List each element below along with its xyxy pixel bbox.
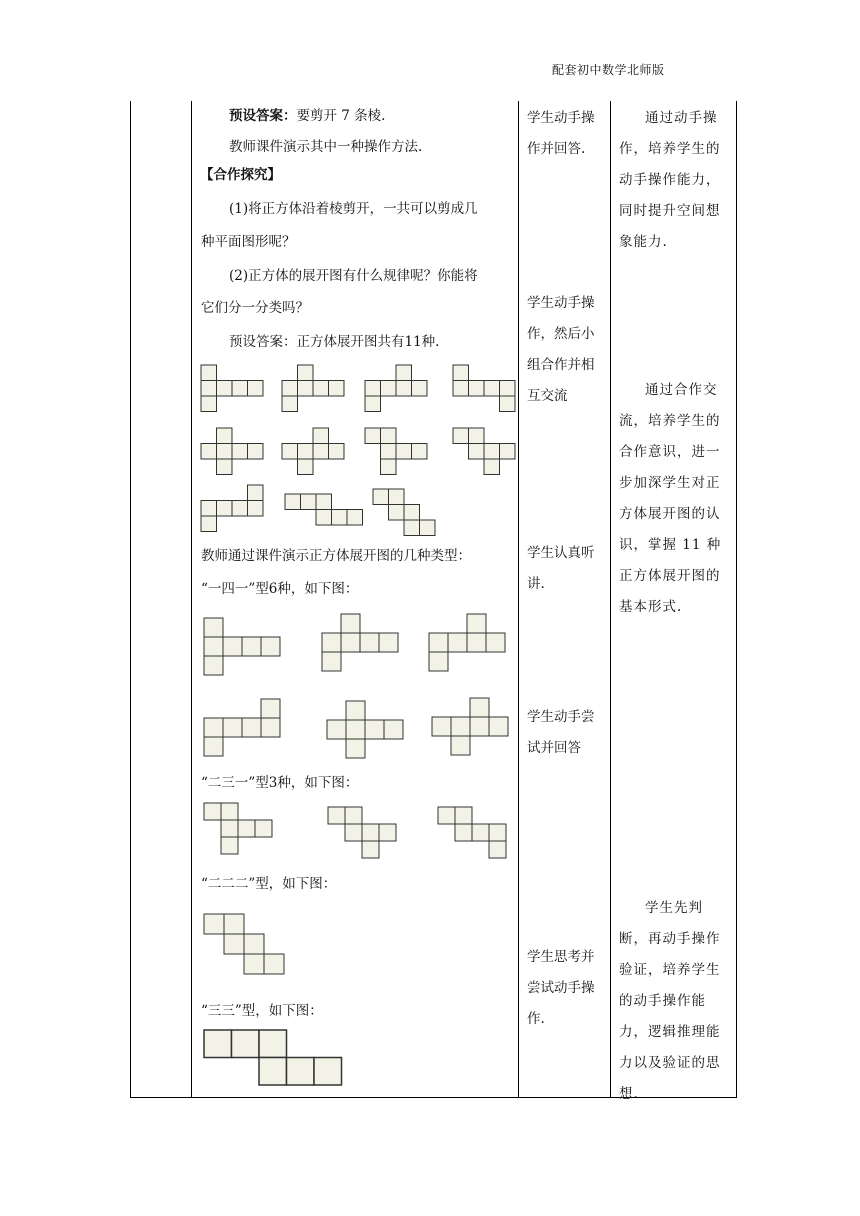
preset-answer-label: 预设答案： xyxy=(229,108,297,124)
net-square xyxy=(389,489,405,505)
net-square xyxy=(365,396,381,412)
cube-net-figure xyxy=(284,493,364,526)
design-intent-3-line: 学生先判 xyxy=(645,900,703,916)
question-2-line-2: 它们分一分类吗？ xyxy=(201,300,309,316)
net-square xyxy=(373,489,389,505)
student-activity-4 xyxy=(527,702,609,764)
cube-net-figure xyxy=(281,427,345,476)
net-square xyxy=(201,501,217,517)
net-square xyxy=(489,824,506,841)
net-square xyxy=(217,428,233,444)
net-square xyxy=(384,720,403,739)
coop-explore-heading: 【合作探究】 xyxy=(200,167,281,183)
net-square xyxy=(201,516,217,532)
net-square xyxy=(316,494,332,510)
design-intent-3-line: 力，逻辑推理能 xyxy=(619,1024,721,1040)
net-square xyxy=(500,396,516,412)
question-1-line-1: (1)将正方体沿着棱剪开，一共可以剪成几 xyxy=(229,201,478,217)
net-square xyxy=(396,365,412,381)
net-square xyxy=(451,736,470,755)
net-square xyxy=(285,494,301,510)
net-square xyxy=(322,633,341,652)
student-activity-1-line: 学生动手操 xyxy=(527,110,595,126)
net-square xyxy=(381,428,397,444)
question-2-line-1: (2)正方体的展开图有什么规律呢？你能将 xyxy=(229,268,478,284)
cube-net-figure xyxy=(281,364,345,413)
design-intent-2-line: 步加深学生对正 xyxy=(619,475,721,491)
type-141-label: “一四一”型6种，如下图： xyxy=(201,581,359,597)
net-square xyxy=(365,720,384,739)
net-square xyxy=(261,637,280,656)
net-square xyxy=(429,652,448,671)
net-square xyxy=(314,1058,342,1086)
net-square xyxy=(484,381,500,397)
net-square xyxy=(420,520,436,536)
cube-net-figure xyxy=(200,427,264,476)
net-square xyxy=(404,520,420,536)
net-square xyxy=(298,365,314,381)
cube-net-figure xyxy=(203,1029,343,1086)
cube-net-figure xyxy=(431,697,509,756)
net-square xyxy=(489,717,508,736)
net-square xyxy=(248,381,264,397)
net-square xyxy=(469,381,485,397)
design-intent-1-line: 同时提升空间想 xyxy=(619,203,721,219)
design-intent-1-line: 动手操作能力， xyxy=(619,172,721,188)
net-square xyxy=(232,444,248,460)
net-square xyxy=(282,444,298,460)
net-square xyxy=(346,720,365,739)
net-square xyxy=(204,618,223,637)
teacher-types-text: 教师通过课件演示正方体展开图的几种类型： xyxy=(201,548,471,564)
cube-net-figure xyxy=(364,364,428,413)
design-intent-1-line: 象能力. xyxy=(619,234,668,250)
net-square xyxy=(313,428,329,444)
net-square xyxy=(221,820,238,837)
net-square xyxy=(469,444,485,460)
cube-net-figure xyxy=(200,364,264,413)
net-square xyxy=(217,444,233,460)
preset-answer-line xyxy=(229,106,385,126)
student-activity-5-line: 作. xyxy=(527,1011,545,1027)
net-square xyxy=(389,505,405,521)
net-square xyxy=(500,444,516,460)
net-square xyxy=(201,444,217,460)
net-square xyxy=(438,807,455,824)
student-activity-5-line: 学生思考并 xyxy=(527,949,595,965)
net-square xyxy=(332,510,348,526)
net-square xyxy=(381,459,397,475)
net-square xyxy=(201,365,217,381)
net-square xyxy=(204,914,224,934)
net-square xyxy=(455,824,472,841)
student-activity-3-line: 学生认真听 xyxy=(527,545,595,561)
cube-net-figure xyxy=(321,613,399,672)
net-square xyxy=(301,494,317,510)
net-square xyxy=(217,501,233,517)
page-header: 配套初中数学北师版 xyxy=(552,63,665,77)
net-square xyxy=(224,934,244,954)
net-square xyxy=(396,444,412,460)
net-square xyxy=(244,934,264,954)
student-activity-2-line: 组合作并相 xyxy=(527,357,595,373)
student-activity-3-line: 讲. xyxy=(527,576,545,592)
design-intent-2 xyxy=(619,375,731,623)
student-activity-3 xyxy=(527,538,609,600)
net-square xyxy=(261,699,280,718)
net-square xyxy=(298,381,314,397)
design-intent-2-line: 通过合作交 xyxy=(645,382,718,398)
net-square xyxy=(500,381,516,397)
student-activity-1 xyxy=(527,103,609,165)
design-intent-2-line: 基本形式. xyxy=(619,599,683,615)
net-square xyxy=(201,396,217,412)
net-square xyxy=(345,807,362,824)
cube-net-figure xyxy=(327,806,397,859)
net-square xyxy=(322,652,341,671)
net-square xyxy=(217,459,233,475)
table-divider-2 xyxy=(518,101,519,1098)
cube-net-figure xyxy=(452,427,516,476)
net-square xyxy=(360,633,379,652)
net-square xyxy=(453,365,469,381)
net-square xyxy=(484,459,500,475)
net-square xyxy=(327,720,346,739)
student-activity-1-line: 作并回答. xyxy=(527,141,586,157)
student-activity-2-line: 作，然后小 xyxy=(527,326,595,342)
net-square xyxy=(313,444,329,460)
net-square xyxy=(232,1030,260,1058)
net-square xyxy=(221,837,238,854)
net-square xyxy=(396,381,412,397)
net-square xyxy=(341,633,360,652)
net-square xyxy=(217,381,233,397)
net-square xyxy=(282,396,298,412)
cube-net-figure xyxy=(364,427,428,476)
net-square xyxy=(287,1058,315,1086)
net-square xyxy=(232,381,248,397)
net-square xyxy=(242,637,261,656)
design-intent-1-line: 通过动手操 xyxy=(645,110,718,126)
net-square xyxy=(451,717,470,736)
type-33-label: “三三”型，如下图： xyxy=(201,1003,323,1019)
student-activity-4-line: 试并回答 xyxy=(527,740,581,756)
net-square xyxy=(204,1030,232,1058)
net-square xyxy=(472,824,489,841)
net-square xyxy=(467,633,486,652)
design-intent-3-line: 力以及验证的思 xyxy=(619,1055,721,1071)
net-square xyxy=(255,820,272,837)
net-square xyxy=(232,501,248,517)
net-square xyxy=(223,718,242,737)
cube-net-figure xyxy=(452,364,516,413)
design-intent-2-line: 合作意识，进一 xyxy=(619,444,721,460)
net-square xyxy=(248,485,264,501)
net-square xyxy=(379,633,398,652)
net-square xyxy=(381,444,397,460)
net-square xyxy=(362,824,379,841)
net-square xyxy=(489,841,506,858)
net-square xyxy=(264,954,284,974)
table-border-left xyxy=(130,101,131,1098)
net-square xyxy=(328,807,345,824)
net-square xyxy=(259,1030,287,1058)
net-square xyxy=(204,637,223,656)
design-intent-2-line: 方体展开图的认 xyxy=(619,506,721,522)
cube-net-figure xyxy=(326,700,404,759)
net-square xyxy=(429,633,448,652)
net-square xyxy=(261,718,280,737)
net-square xyxy=(313,381,329,397)
net-square xyxy=(238,820,255,837)
net-square xyxy=(412,381,428,397)
cube-net-figure xyxy=(203,617,281,676)
net-square xyxy=(204,656,223,675)
net-square xyxy=(404,505,420,521)
net-square xyxy=(347,510,363,526)
type-222-label: “二二二”型，如下图： xyxy=(201,876,337,892)
net-square xyxy=(221,803,238,820)
net-square xyxy=(248,444,264,460)
net-square xyxy=(204,718,223,737)
cube-net-figure xyxy=(428,613,506,672)
preset-answer-text: 要剪开 7 条棱. xyxy=(296,108,386,124)
student-activity-2-line: 学生动手操 xyxy=(527,295,595,311)
net-square xyxy=(469,428,485,444)
net-square xyxy=(379,824,396,841)
net-square xyxy=(365,381,381,397)
design-intent-3 xyxy=(619,893,731,1110)
teacher-demo-text: 教师课件演示其中一种操作方法. xyxy=(229,139,423,155)
net-square xyxy=(470,717,489,736)
cube-net-figure xyxy=(200,484,264,533)
net-square xyxy=(244,954,264,974)
net-square xyxy=(204,803,221,820)
student-activity-4-line: 学生动手尝 xyxy=(527,709,595,725)
cube-net-figure xyxy=(372,488,436,537)
table-divider-1 xyxy=(191,101,192,1098)
net-square xyxy=(329,381,345,397)
net-square xyxy=(346,739,365,758)
net-square xyxy=(259,1058,287,1086)
cube-net-figure xyxy=(437,806,507,859)
net-square xyxy=(346,701,365,720)
student-activity-2-line: 互交流 xyxy=(527,388,568,404)
design-intent-3-line: 验证，培养学生 xyxy=(619,962,721,978)
design-intent-3-line: 的动手操作能 xyxy=(619,993,706,1009)
net-square xyxy=(448,633,467,652)
design-intent-2-line: 正方体展开图的 xyxy=(619,568,721,584)
table-divider-3 xyxy=(610,101,611,1098)
net-square xyxy=(341,614,360,633)
net-square xyxy=(432,717,451,736)
net-square xyxy=(316,510,332,526)
net-square xyxy=(362,841,379,858)
net-square xyxy=(467,614,486,633)
design-intent-3-line: 断，再动手操作 xyxy=(619,931,721,947)
net-square xyxy=(298,459,314,475)
cube-net-figure xyxy=(203,913,285,975)
design-intent-1 xyxy=(619,103,731,258)
net-square xyxy=(381,381,397,397)
net-square xyxy=(345,824,362,841)
net-square xyxy=(242,718,261,737)
design-intent-2-line: 识，掌握 11 种 xyxy=(619,537,722,553)
type-231-label: “二三一”型3种，如下图： xyxy=(201,775,359,791)
cube-net-figure xyxy=(203,802,273,855)
net-square xyxy=(453,428,469,444)
cube-net-figure xyxy=(203,698,281,757)
net-square xyxy=(412,444,428,460)
net-square xyxy=(470,698,489,717)
table-border-right xyxy=(736,101,737,1098)
answer-eleven-nets: 预设答案：正方体展开图共有11种. xyxy=(229,334,440,350)
design-intent-3-line: 想. xyxy=(619,1086,639,1102)
net-square xyxy=(204,737,223,756)
net-square xyxy=(453,381,469,397)
student-activity-5-line: 尝试动手操 xyxy=(527,980,595,996)
net-square xyxy=(298,444,314,460)
net-square xyxy=(224,914,244,934)
net-square xyxy=(365,428,381,444)
student-activity-5 xyxy=(527,942,609,1035)
net-square xyxy=(486,633,505,652)
net-square xyxy=(248,501,264,517)
net-square xyxy=(282,381,298,397)
net-square xyxy=(201,381,217,397)
net-square xyxy=(329,444,345,460)
design-intent-1-line: 作，培养学生的 xyxy=(619,141,721,157)
design-intent-2-line: 流，培养学生的 xyxy=(619,413,721,429)
net-square xyxy=(484,444,500,460)
net-square xyxy=(455,807,472,824)
net-square xyxy=(223,637,242,656)
student-activity-2 xyxy=(527,288,609,412)
question-1-line-2: 种平面图形呢？ xyxy=(201,234,296,250)
